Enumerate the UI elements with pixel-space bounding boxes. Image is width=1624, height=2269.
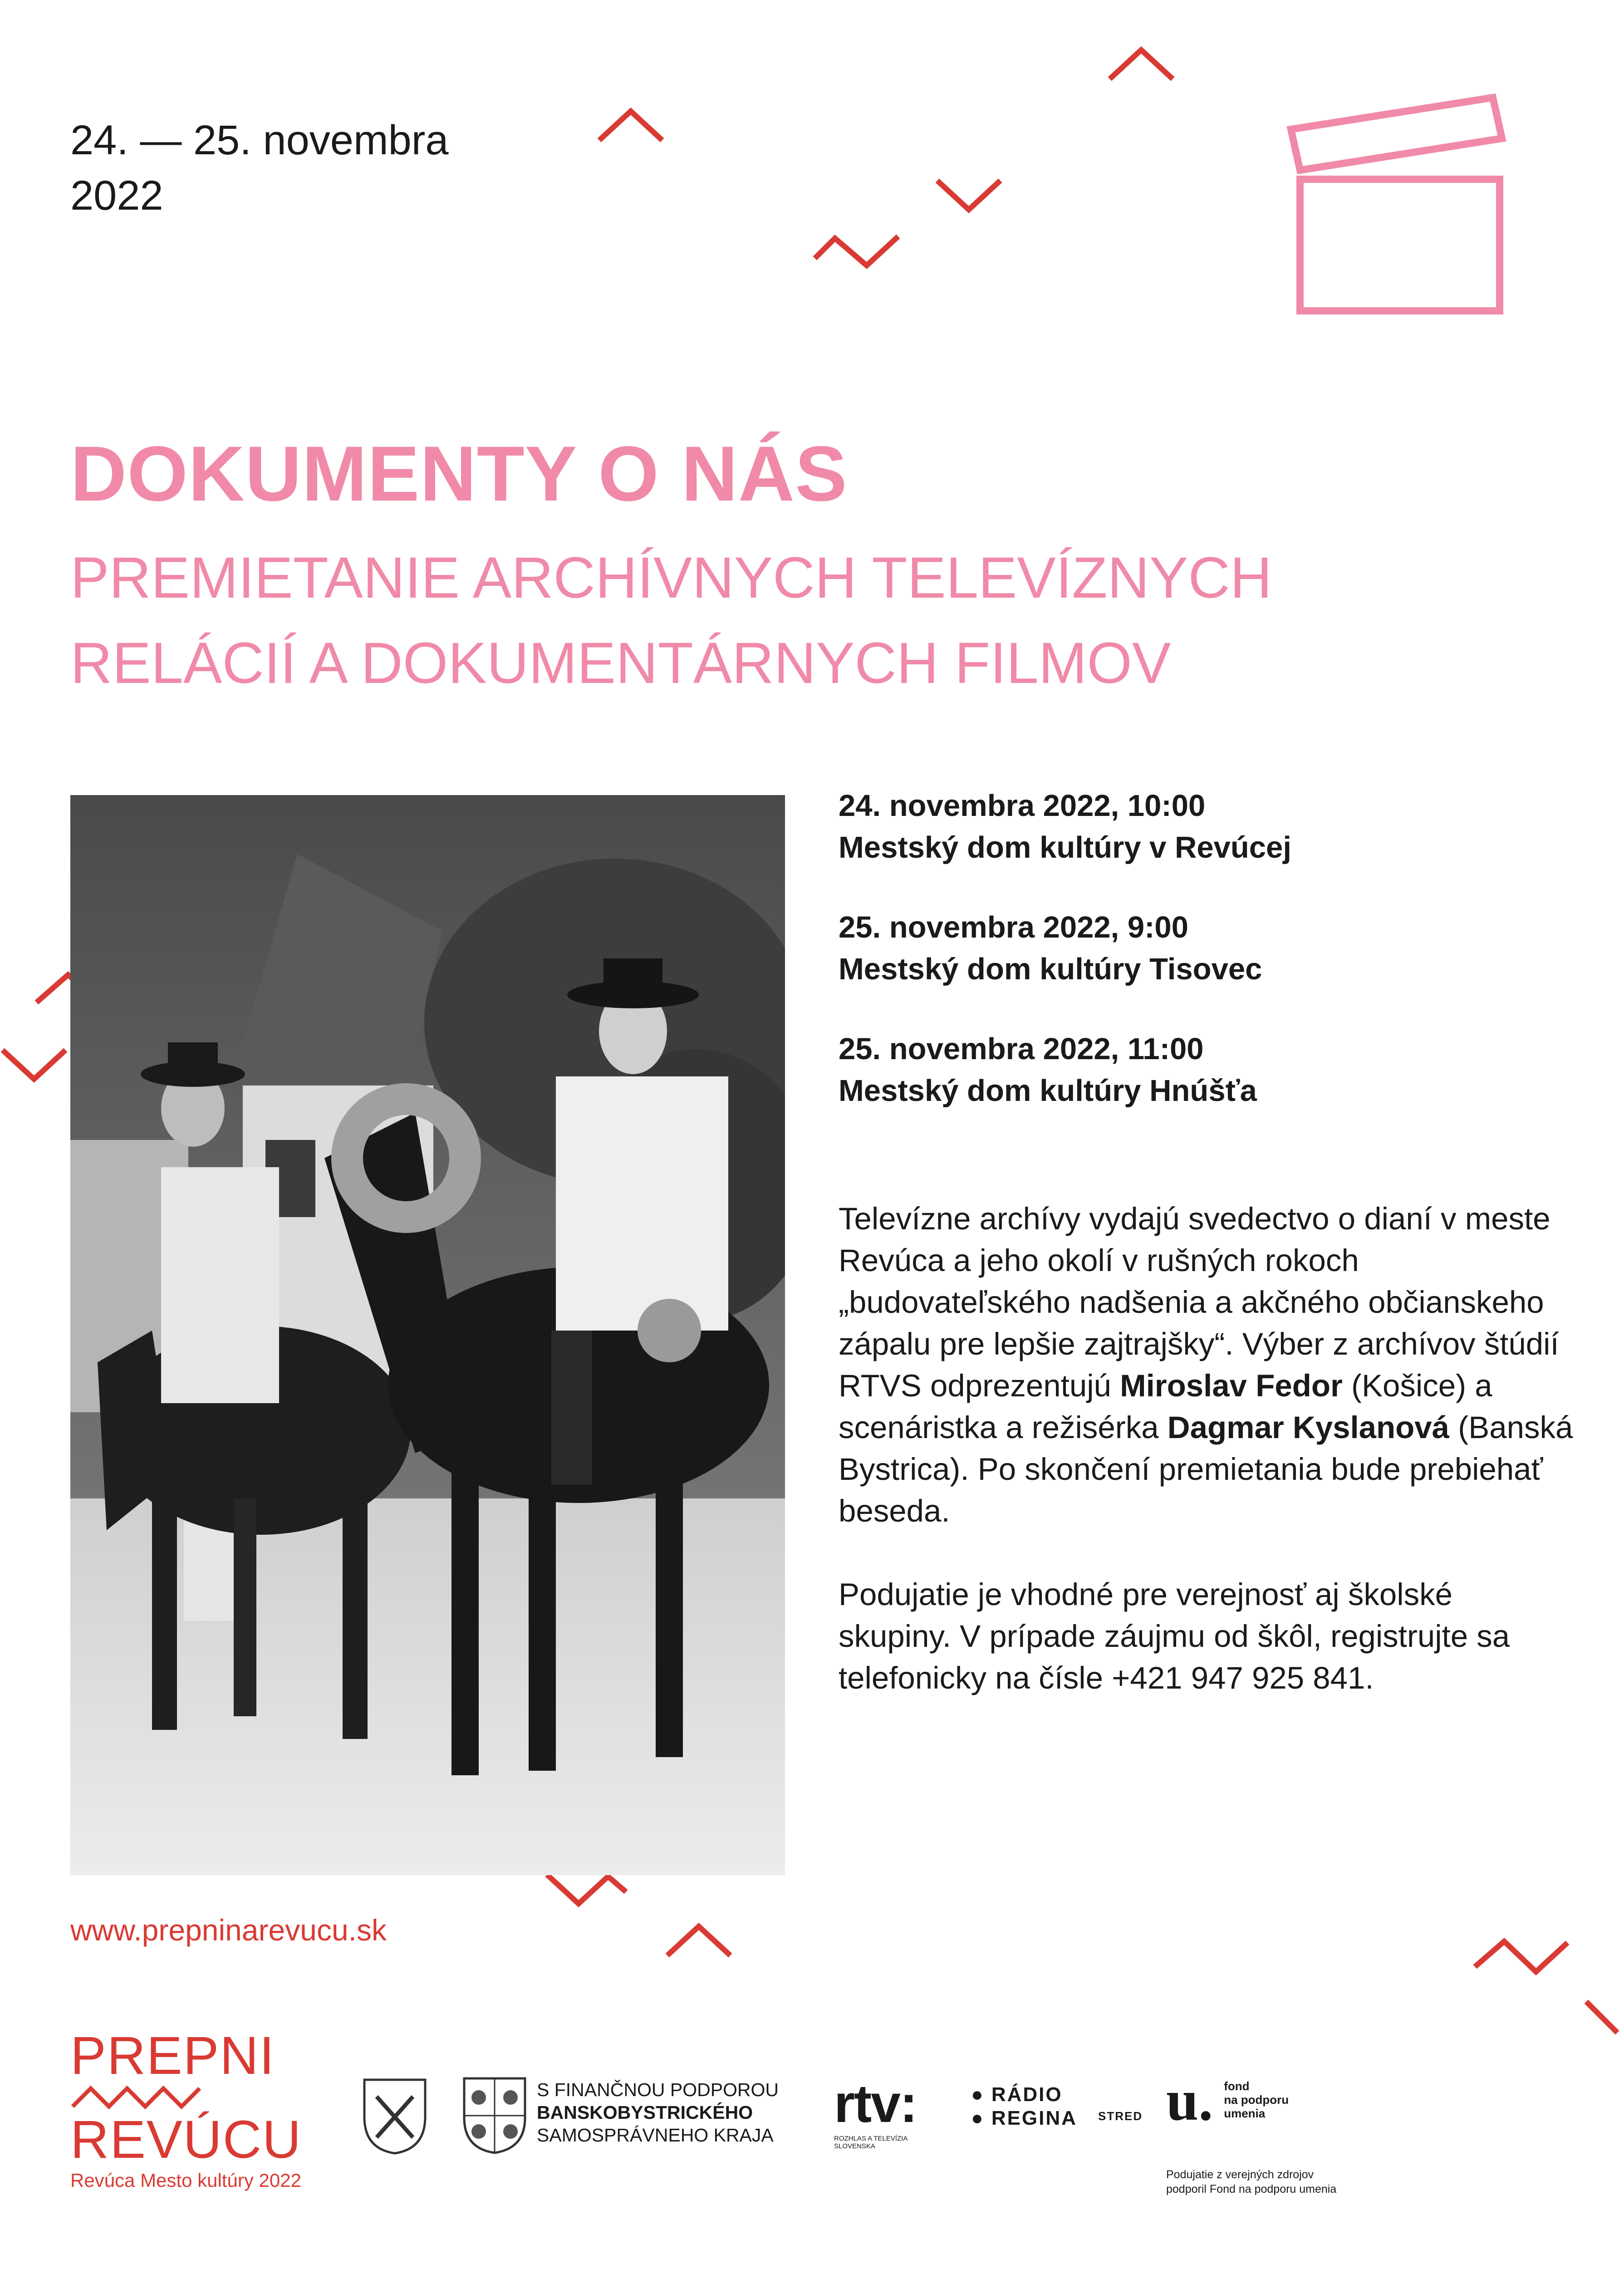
presenter-name: Dagmar Kyslanová bbox=[1167, 1410, 1450, 1445]
dot-icon: ● bbox=[971, 2107, 991, 2129]
coat-of-arms-icon bbox=[361, 2076, 429, 2156]
schedule-date: 25. novembra 2022, 11:00 bbox=[839, 1032, 1204, 1066]
description-text: (Banská Bystrica). Po skončení premietania bude prebiehať beseda. bbox=[839, 1410, 1573, 1528]
zigzag-decoration bbox=[1477, 1941, 1565, 1972]
schedule-item bbox=[839, 785, 1565, 869]
support-line: SAMOSPRÁVNEHO KRAJA bbox=[537, 2125, 774, 2146]
logo-word: REVÚCU bbox=[70, 2110, 302, 2170]
fpu-line: na podporu bbox=[1224, 2093, 1289, 2107]
fpu-text bbox=[1224, 2079, 1289, 2120]
archival-photo bbox=[70, 795, 785, 1875]
date-range-line: 24. — 25. novembra bbox=[70, 117, 449, 163]
rtvs-caption: SLOVENSKA bbox=[834, 2142, 875, 2150]
rtvs-caption: ROZHLAS A TELEVÍZIA bbox=[834, 2135, 908, 2142]
radio-line bbox=[971, 2107, 1077, 2130]
schedule-item bbox=[839, 907, 1565, 990]
logo-word: PREPNI bbox=[70, 2026, 275, 2086]
schedule-date: 25. novembra 2022, 9:00 bbox=[839, 910, 1188, 944]
horsemen-illustration bbox=[70, 795, 785, 1875]
radio-region: STRED bbox=[1098, 2109, 1143, 2123]
bbsk-support bbox=[537, 2078, 779, 2146]
zigzag-decoration bbox=[549, 1876, 624, 1904]
fpu-line: fond bbox=[1224, 2079, 1250, 2093]
zigzag-decoration bbox=[669, 1926, 728, 1954]
fpu-line: umenia bbox=[1224, 2107, 1266, 2120]
schedule-item bbox=[839, 1028, 1565, 1112]
page-title: DOKUMENTY O NÁS bbox=[70, 430, 848, 517]
zigzag-decoration bbox=[817, 238, 896, 265]
fpu-logo bbox=[1166, 2068, 1289, 2132]
radio-line bbox=[971, 2083, 1077, 2107]
radio-regina-logo bbox=[971, 2083, 1077, 2130]
logo-zigzag bbox=[70, 2083, 216, 2110]
fpu-note: Podujatie z verejných zdrojov podporil Fond na podporu umenia bbox=[1166, 2168, 1337, 2195]
schedule-venue: Mestský dom kultúry v Revúcej bbox=[839, 830, 1291, 864]
website-link[interactable]: www.prepninarevucu.sk bbox=[70, 1913, 387, 1947]
radio-text: REGINA bbox=[991, 2107, 1077, 2129]
dot-icon: ● bbox=[971, 2083, 991, 2106]
support-line: BANSKOBYSTRICKÉHO bbox=[537, 2102, 753, 2123]
prepni-revucu-logo bbox=[70, 2028, 302, 2191]
event-description bbox=[839, 1198, 1574, 1741]
zigzag-decoration bbox=[601, 111, 660, 138]
support-line: S FINANČNOU PODPOROU bbox=[537, 2079, 779, 2100]
rtvs-logo bbox=[834, 2074, 917, 2150]
clapperboard-icon bbox=[1291, 98, 1502, 311]
description-text: Televízne archívy vydajú svedectvo o dianí v meste Revúca a jeho okolí v rušných rokoch „budovateľského nadšenia a akčného občianskeho zápalu pre lepšie zajtrajšky“. Výber z archívov štúdií RTVS odprezentujú bbox=[839, 1201, 1559, 1403]
zigzag-decoration bbox=[1588, 2004, 1615, 2031]
description-paragraph: Podujatie je vhodné pre verejnosť aj školské skupiny. V prípade záujmu od škôl, registrujte sa telefonicky na čísle +421 947 925 841. bbox=[839, 1577, 1510, 1695]
logo-tagline: Revúca Mesto kultúry 2022 bbox=[70, 2170, 301, 2191]
description-text: (Košice) a scenáristka a režisérka bbox=[839, 1368, 1492, 1445]
zigzag-decoration bbox=[5, 1052, 64, 1079]
presenter-name: Miroslav Fedor bbox=[1120, 1368, 1343, 1403]
zigzag-decoration bbox=[939, 182, 998, 210]
schedule-venue: Mestský dom kultúry Tisovec bbox=[839, 952, 1262, 986]
radio-text: RÁDIO bbox=[991, 2083, 1063, 2106]
schedule-date: 24. novembra 2022, 10:00 bbox=[839, 789, 1206, 823]
schedule-list bbox=[839, 785, 1565, 1150]
rtvs-logo-text: rtv: bbox=[834, 2074, 917, 2134]
zigzag-decoration bbox=[1112, 50, 1171, 77]
subtitle-line: RELÁCIÍ A DOKUMENTÁRNYCH FILMOV bbox=[70, 631, 1171, 696]
date-year-line: 2022 bbox=[70, 172, 163, 219]
coat-of-arms-icon bbox=[461, 2075, 529, 2156]
description-paragraph bbox=[839, 1198, 1574, 1532]
subtitle-line: PREMIETANIE ARCHÍVNYCH TELEVÍZNYCH bbox=[70, 545, 1272, 610]
schedule-venue: Mestský dom kultúry Hnúšťa bbox=[839, 1074, 1257, 1108]
fpu-mark: u. bbox=[1166, 2068, 1213, 2132]
page-subtitle bbox=[70, 535, 1272, 706]
